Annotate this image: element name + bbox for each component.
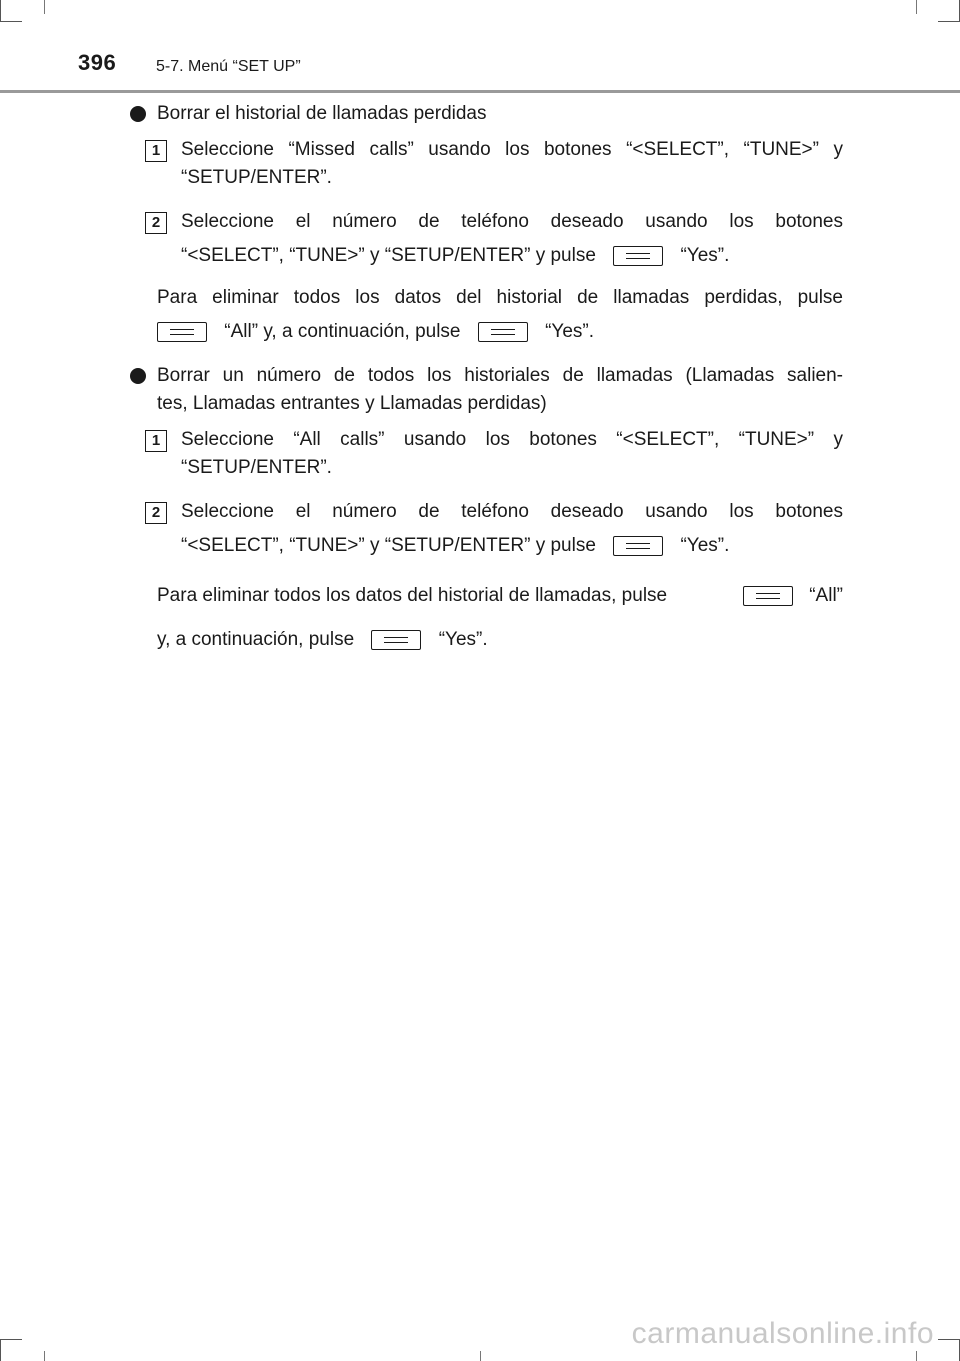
step-text: “SETUP/ENTER”. (181, 457, 332, 478)
bullet-heading-text: Borrar el historial de llamadas perdidas (157, 103, 487, 124)
touch-button-icon (743, 586, 793, 606)
bullet-heading (130, 100, 843, 128)
step-text: “Yes”. (680, 245, 730, 266)
step-text: Seleccione “All calls” usando los botones “<SELECT”, “TUNE>” y (181, 429, 843, 450)
step-text: Seleccione el número de teléfono deseado usando los botones (181, 501, 843, 522)
bullet-dot-icon (130, 368, 146, 384)
step-text: “<SELECT”, “TUNE>” y “SETUP/ENTER” y pulse (181, 245, 596, 266)
note-text: Para eliminar todos los datos del historial de llamadas perdidas, pulse (157, 287, 843, 308)
crop-mark (0, 21, 22, 22)
step-text-line (181, 236, 843, 276)
registration-tick (480, 1351, 481, 1361)
touch-button-icon (478, 322, 528, 342)
bullet-heading (130, 362, 843, 418)
header-rule (0, 90, 960, 93)
touch-button-icon (371, 630, 421, 650)
note-text: “Yes”. (545, 321, 594, 342)
step-number-badge: 1 (145, 140, 167, 162)
note-button-group (731, 576, 843, 616)
touch-button-icon (613, 536, 663, 556)
note-text-line (157, 576, 843, 616)
registration-tick (916, 0, 917, 14)
registration-tick (44, 0, 45, 14)
registration-tick (916, 1351, 917, 1361)
step-text: “Yes”. (680, 535, 730, 556)
crop-mark (0, 0, 1, 22)
step-text: Seleccione “Missed calls” usando los botones “<SELECT”, “TUNE>” y (181, 139, 843, 160)
note-text: “All” (809, 585, 843, 606)
step-number-badge: 2 (145, 502, 167, 524)
note-text-line (157, 620, 843, 660)
note-text: “Yes”. (438, 629, 488, 650)
crop-mark (938, 21, 960, 22)
note-text: y, a continuación, pulse (157, 629, 355, 650)
note-text: “All” y, a continuación, pulse (224, 321, 461, 342)
step-number-badge: 2 (145, 212, 167, 234)
page-content (130, 100, 843, 660)
bullet-heading-text: Borrar un número de todos los historiales de llamadas (Llamadas salien- (157, 365, 843, 386)
step-item (130, 208, 843, 276)
registration-tick (44, 1351, 45, 1361)
step-text: Seleccione el número de teléfono deseado usando los botones (181, 211, 843, 232)
crop-mark (938, 1339, 960, 1340)
section-title: 5-7. Menú “SET UP” (156, 58, 301, 75)
step-item (130, 498, 843, 566)
step-number-badge: 1 (145, 430, 167, 452)
touch-button-icon (613, 246, 663, 266)
step-text-line (181, 526, 843, 566)
step-text: “SETUP/ENTER”. (181, 167, 332, 188)
note-paragraph (130, 284, 843, 352)
step-text: “<SELECT”, “TUNE>” y “SETUP/ENTER” y pulse (181, 535, 596, 556)
bullet-dot-icon (130, 106, 146, 122)
note-text-line (157, 312, 843, 352)
note-text: Para eliminar todos los datos del historial de llamadas, pulse (157, 585, 668, 606)
page-number: 396 (78, 50, 117, 75)
watermark: carmanualsonline.info (631, 1317, 934, 1350)
touch-button-icon (157, 322, 207, 342)
crop-mark (0, 1339, 1, 1361)
crop-mark (0, 1339, 22, 1340)
note-paragraph (130, 576, 843, 660)
step-item (130, 136, 843, 192)
step-item (130, 426, 843, 482)
bullet-heading-text: tes, Llamadas entrantes y Llamadas perdidas) (157, 393, 547, 414)
